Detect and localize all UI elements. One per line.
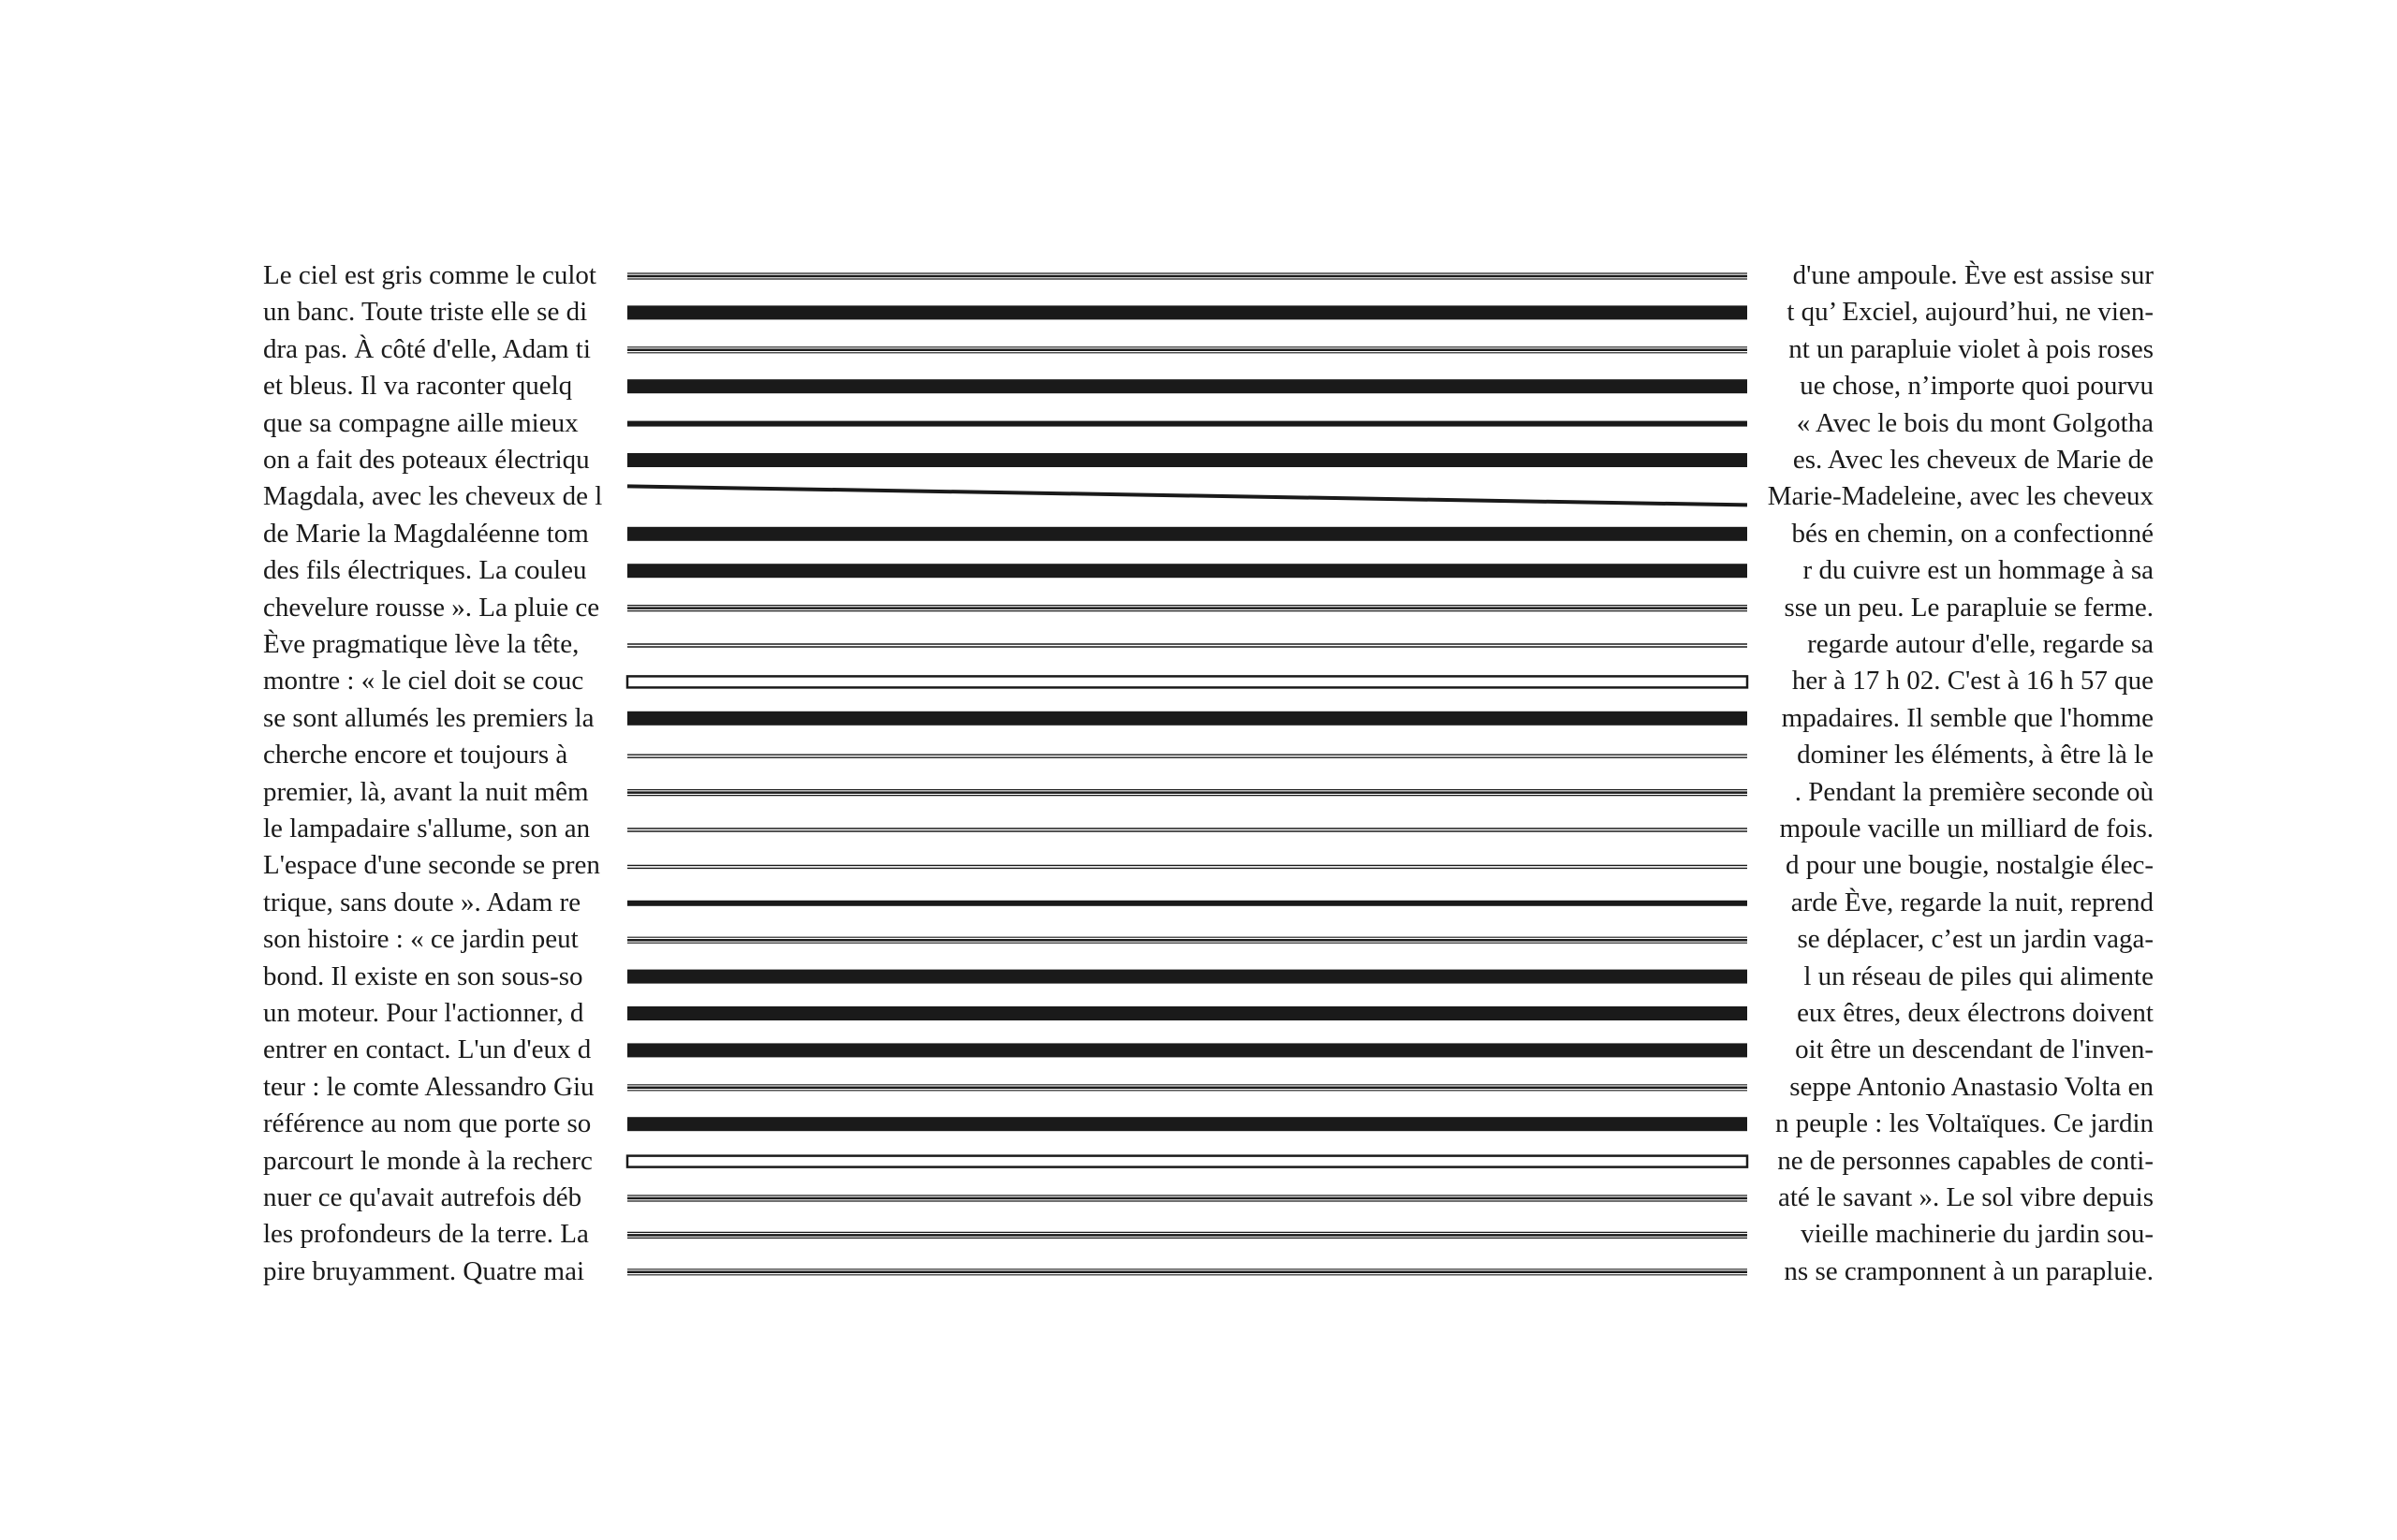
text-line — [0, 884, 2397, 921]
text-line — [0, 920, 2397, 958]
line-right-text-span: d pour une bougie, nostalgie élec- — [1786, 850, 2154, 881]
line-right-text — [1747, 699, 2154, 737]
line-right-text-span: n peuple : les Voltaïques. Ce jardin — [1774, 1108, 2154, 1139]
line-left-text: un banc. Toute triste elle se di — [263, 297, 588, 328]
line-right-text — [1747, 920, 2154, 958]
line-right-text-span: es. Avec les cheveux de Marie de — [1792, 445, 2154, 475]
line-right-text-span: d'une ampoule. Ève est assise sur — [1792, 260, 2154, 290]
text-line — [0, 1105, 2397, 1142]
line-right-text-span: dominer les éléments, à être là le — [1797, 740, 2154, 770]
text-line — [0, 662, 2397, 699]
text-line — [0, 330, 2397, 368]
line-right-text — [1747, 515, 2154, 552]
line-right-text — [1747, 958, 2154, 995]
line-left-text: et bleus. Il va raconter quelq — [263, 371, 573, 402]
line-right-text — [1747, 1215, 2154, 1253]
line-right-text — [1747, 846, 2154, 884]
line-right-text-span: seppe Antonio Anastasio Volta en — [1789, 1071, 2154, 1102]
text-line — [0, 589, 2397, 626]
text-line — [0, 625, 2397, 663]
line-right-text-span: r du cuivre est un hommage à sa — [1802, 555, 2154, 586]
line-right-text — [1747, 1031, 2154, 1068]
line-right-text — [1747, 589, 2154, 626]
line-right-text-span: t qu’ Exciel, aujourd’hui, ne vien- — [1787, 297, 2154, 328]
text-line — [0, 367, 2397, 404]
line-right-text-span: mpadaires. Il semble que l'homme — [1781, 702, 2154, 733]
line-left-text: des fils électriques. La couleu — [263, 555, 587, 586]
line-right-text-span: bés en chemin, on a confectionné — [1791, 518, 2154, 549]
line-left-text: teur : le comte Alessandro Giu — [263, 1071, 595, 1102]
line-left-text: montre : « le ciel doit se couc — [263, 666, 584, 697]
line-right-text — [1747, 293, 2154, 330]
line-right-text-span: vieille machinerie du jardin sou- — [1801, 1219, 2154, 1250]
line-right-text — [1747, 625, 2154, 663]
line-left-text: les profondeurs de la terre. La — [263, 1219, 589, 1250]
text-line — [0, 846, 2397, 884]
line-right-text — [1747, 1105, 2154, 1142]
line-right-text — [1747, 994, 2154, 1032]
line-right-text — [1747, 1142, 2154, 1180]
text-line — [0, 810, 2397, 847]
text-line — [0, 736, 2397, 773]
line-right-text-span: mpoule vacille un milliard de fois. — [1779, 814, 2154, 843]
line-right-text-span: sse un peu. Le parapluie se ferme. — [1784, 592, 2154, 623]
line-right-text — [1747, 330, 2154, 368]
text-line — [0, 994, 2397, 1032]
line-left-text: un moteur. Pour l'actionner, d — [263, 998, 584, 1028]
text-line — [0, 1253, 2397, 1290]
line-left-text: dra pas. À côté d'elle, Adam ti — [263, 333, 591, 364]
line-left-text: pire bruyamment. Quatre mai — [263, 1255, 585, 1286]
line-right-text-span: her à 17 h 02. C'est à 16 h 57 que — [1791, 666, 2154, 697]
line-right-text-span: . Pendant la première seconde où — [1794, 776, 2154, 807]
text-line — [0, 293, 2397, 330]
line-right-text-span: Marie-Madeleine, avec les cheveux — [1767, 481, 2154, 512]
text-line — [0, 1215, 2397, 1253]
line-left-text: que sa compagne aille mieux — [263, 407, 579, 438]
text-line — [0, 441, 2397, 478]
line-left-text: trique, sans doute ». Adam re — [263, 887, 581, 917]
line-right-text — [1747, 551, 2154, 589]
line-right-text — [1747, 1253, 2154, 1290]
line-left-text: cherche encore et toujours à — [263, 740, 568, 770]
line-right-text — [1747, 1179, 2154, 1216]
line-right-text — [1747, 477, 2154, 515]
line-right-text-span: ns se cramponnent à un parapluie. — [1784, 1255, 2154, 1286]
line-right-text-span: ue chose, n’importe quoi pourvu — [1800, 371, 2154, 402]
line-right-text-span: l un réseau de piles qui alimente — [1803, 961, 2154, 991]
line-left-text: Le ciel est gris comme le culot — [263, 260, 596, 290]
line-right-text-span: até le savant ». Le sol vibre depuis — [1777, 1182, 2154, 1212]
text-line — [0, 1031, 2397, 1068]
line-right-text-span: eux êtres, deux électrons doivent — [1797, 998, 2154, 1028]
text-line — [0, 477, 2397, 515]
line-left-text: entrer en contact. L'un d'eux d — [263, 1034, 592, 1065]
line-left-text: parcourt le monde à la recherc — [263, 1145, 593, 1176]
line-right-text — [1747, 404, 2154, 442]
line-left-text: son histoire : « ce jardin peut — [263, 924, 579, 955]
line-right-text-span: nt un parapluie violet à pois roses — [1788, 333, 2154, 364]
line-right-text — [1747, 773, 2154, 811]
text-line — [0, 1179, 2397, 1216]
line-right-text-span: ne de personnes capables de conti- — [1777, 1145, 2154, 1176]
text-line — [0, 1142, 2397, 1180]
text-line — [0, 699, 2397, 737]
line-left-text: premier, là, avant la nuit mêm — [263, 776, 589, 807]
line-right-text — [1747, 662, 2154, 699]
line-left-text: chevelure rousse ». La pluie ce — [263, 592, 600, 623]
line-right-text-span: oit être un descendant de l'inven- — [1795, 1034, 2154, 1065]
text-line — [0, 515, 2397, 552]
line-left-text: Magdala, avec les cheveux de l — [263, 481, 603, 512]
line-left-text: le lampadaire s'allume, son an — [263, 814, 591, 843]
line-right-text-span: se déplacer, c’est un jardin vaga- — [1797, 924, 2154, 955]
line-right-text-span: regarde autour d'elle, regarde sa — [1807, 629, 2154, 659]
line-left-text: nuer ce qu'avait autrefois déb — [263, 1182, 582, 1212]
line-left-text: Ève pragmatique lève la tête, — [263, 629, 580, 659]
line-left-text: référence au nom que porte so — [263, 1108, 592, 1139]
text-line — [0, 1068, 2397, 1106]
line-left-text: se sont allumés les premiers la — [263, 702, 595, 733]
line-right-text — [1747, 884, 2154, 921]
text-line — [0, 773, 2397, 811]
line-left-text: bond. Il existe en son sous-so — [263, 961, 583, 991]
text-line — [0, 551, 2397, 589]
line-right-text — [1747, 736, 2154, 773]
line-left-text: L'espace d'une seconde se pren — [263, 850, 600, 881]
line-right-text — [1747, 257, 2154, 294]
line-right-text — [1747, 810, 2154, 847]
line-left-text: on a fait des poteaux électriqu — [263, 445, 590, 475]
line-right-text-span: arde Ève, regarde la nuit, reprend — [1790, 887, 2154, 917]
text-line — [0, 958, 2397, 995]
line-right-text — [1747, 441, 2154, 478]
line-right-text — [1747, 1068, 2154, 1106]
text-line — [0, 257, 2397, 294]
line-right-text — [1747, 367, 2154, 404]
line-right-text-span: « Avec le bois du mont Golgotha — [1796, 407, 2154, 438]
text-line — [0, 404, 2397, 442]
line-left-text: de Marie la Magdaléenne tom — [263, 518, 589, 549]
